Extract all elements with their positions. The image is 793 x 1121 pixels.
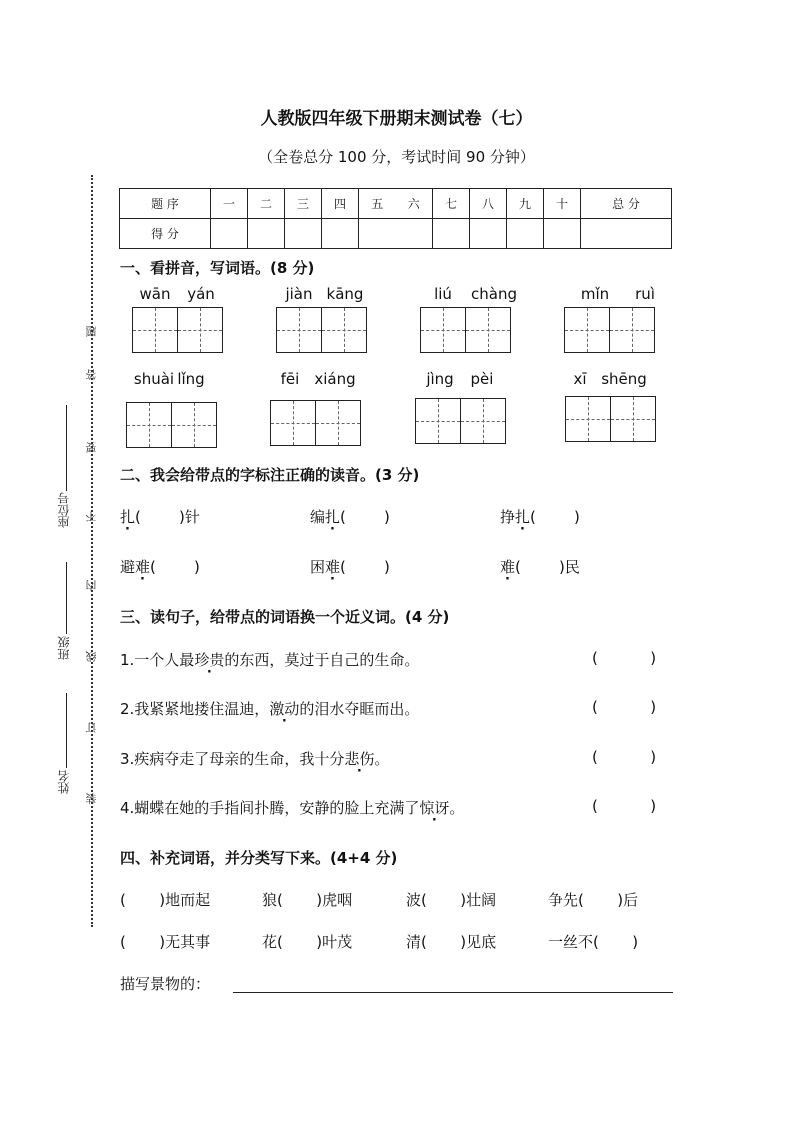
score-header-cell: 总 分 <box>581 189 672 219</box>
character-box[interactable] <box>177 307 223 353</box>
binding-char: 要 <box>85 442 98 453</box>
binding-char: 订 <box>85 722 98 733</box>
score-cell[interactable] <box>581 219 672 249</box>
binding-char: 装 <box>85 793 98 804</box>
pinyin: mǐn <box>580 285 610 303</box>
answer-blank[interactable]: ( ) <box>340 508 390 526</box>
pronunciation-item: 编扎( ) <box>310 508 390 526</box>
score-cell[interactable] <box>544 219 581 249</box>
idiom-blank[interactable]: ( )无其事 <box>120 933 211 951</box>
score-table-score-row <box>120 219 672 249</box>
character-box[interactable] <box>465 307 511 353</box>
section-1-title: 一、看拼音，写词语。(8 分) <box>120 259 315 277</box>
page-title: 人教版四年级下册期末测试卷（七） <box>260 109 533 129</box>
character-box[interactable] <box>270 400 316 446</box>
character-box[interactable] <box>609 307 655 353</box>
sentence-item: 2.我紧紧地搂住温迪，激动的泪水夺眶而出。 <box>120 700 420 718</box>
answer-blank[interactable]: ( ) <box>530 508 580 526</box>
pinyin: jiàn <box>285 285 313 303</box>
score-cell[interactable] <box>507 219 544 249</box>
name-label: 姓名 <box>57 770 71 794</box>
category-label: 描写景物的： <box>120 975 211 993</box>
score-cell[interactable] <box>433 219 470 249</box>
pinyin: wān <box>139 285 171 303</box>
score-header-cell: 十 <box>544 189 581 219</box>
character-box[interactable] <box>321 307 367 353</box>
pinyin: liú <box>434 285 452 303</box>
character-box[interactable] <box>610 396 656 442</box>
binding-char: 线 <box>85 651 98 662</box>
score-row-label: 得 分 <box>120 219 211 249</box>
pronunciation-item: 挣扎( ) <box>500 508 580 526</box>
sentence-item: 3.疾病夺走了母亲的生命，我十分悲伤。 <box>120 750 390 768</box>
score-header-cell: 一 <box>211 189 248 219</box>
pinyin: jìng <box>426 370 454 388</box>
score-cell[interactable] <box>285 219 322 249</box>
character-box[interactable] <box>276 307 322 353</box>
pronunciation-item: 难( )民 <box>500 558 580 576</box>
sentence-item: 4.蝴蝶在她的手指间扑腾，安静的脸上充满了惊讶。 <box>120 799 465 817</box>
pinyin: xiáng <box>314 370 356 388</box>
character-box[interactable] <box>420 307 466 353</box>
character-box[interactable] <box>564 307 610 353</box>
score-header-cell: 六 <box>396 189 433 219</box>
pinyin: xī <box>573 370 587 388</box>
score-header-cell: 二 <box>248 189 285 219</box>
idiom-blank[interactable]: 争先( )后 <box>548 891 639 909</box>
character-box[interactable] <box>565 396 611 442</box>
seat-number-field[interactable] <box>66 405 67 491</box>
pinyin: chàng <box>471 285 517 303</box>
answer-blank[interactable]: ( ) <box>592 748 657 766</box>
character-box[interactable] <box>126 402 172 448</box>
pinyin: lǐng <box>177 370 205 388</box>
score-table <box>119 188 672 249</box>
pinyin: kāng <box>326 285 364 303</box>
binding-char: 题 <box>85 326 98 337</box>
pronunciation-item: 避难( ) <box>120 558 200 576</box>
pinyin: yán <box>187 285 215 303</box>
class-field[interactable] <box>66 562 67 634</box>
score-header-cell: 题 序 <box>120 189 211 219</box>
pinyin: shuài <box>133 370 175 388</box>
score-header-cell: 八 <box>470 189 507 219</box>
answer-blank[interactable]: ( ) <box>592 698 657 716</box>
answer-blank[interactable]: ( ) <box>592 797 657 815</box>
section-2-title: 二、我会给带点的字标注正确的读音。(3 分) <box>120 466 420 484</box>
character-box[interactable] <box>460 398 506 444</box>
idiom-blank[interactable]: 一丝不( ) <box>548 933 639 951</box>
idiom-blank[interactable]: ( )地而起 <box>120 891 211 909</box>
pinyin: pèi <box>470 370 494 388</box>
score-header-cell: 七 <box>433 189 470 219</box>
binding-dotted-line <box>91 175 93 927</box>
character-box[interactable] <box>315 400 361 446</box>
category-answer-line[interactable] <box>233 992 673 993</box>
pinyin: shēng <box>601 370 647 388</box>
idiom-blank[interactable]: 狼( )虎咽 <box>262 891 353 909</box>
score-cell[interactable] <box>470 219 507 249</box>
sentence-item: 1.一个人最珍贵的东西，莫过于自己的生命。 <box>120 651 420 669</box>
pinyin: ruì <box>635 285 655 303</box>
idiom-blank[interactable]: 清( )见底 <box>406 933 497 951</box>
score-table-header-row <box>120 189 672 219</box>
binding-char: 不 <box>85 511 98 522</box>
answer-blank[interactable]: ( )针 <box>135 508 200 526</box>
pronunciation-item: 扎( )针 <box>120 508 200 526</box>
answer-blank[interactable]: ( ) <box>150 558 200 576</box>
idiom-blank[interactable]: 花( )叶茂 <box>262 933 353 951</box>
idiom-blank[interactable]: 波( )壮阔 <box>406 891 497 909</box>
pinyin: fēi <box>280 370 300 388</box>
class-label: 班级 <box>57 636 71 660</box>
score-header-cell: 三 <box>285 189 322 219</box>
character-box[interactable] <box>171 402 217 448</box>
binding-char: 内 <box>85 580 98 591</box>
answer-blank[interactable]: ( ) <box>340 558 390 576</box>
answer-blank[interactable]: ( )民 <box>515 558 580 576</box>
character-box[interactable] <box>415 398 461 444</box>
character-box[interactable] <box>132 307 178 353</box>
score-cell[interactable] <box>359 219 433 249</box>
answer-blank[interactable]: ( ) <box>592 649 657 667</box>
binding-char: 答 <box>85 369 98 380</box>
section-3-title: 三、读句子，给带点的词语换一个近义词。(4 分) <box>120 608 450 626</box>
page-subtitle: （全卷总分 100 分，考试时间 90 分钟） <box>258 148 535 166</box>
score-cell[interactable] <box>322 219 359 249</box>
score-cell[interactable] <box>211 219 248 249</box>
score-header-cell: 四 <box>322 189 359 219</box>
seat-number-label: 座位号 <box>57 492 71 528</box>
score-header-cell: 九 <box>507 189 544 219</box>
score-header-cell: 五 <box>359 189 396 219</box>
section-4-title: 四、补充词语，并分类写下来。(4+4 分) <box>120 849 398 867</box>
name-field[interactable] <box>66 693 67 768</box>
pronunciation-item: 困难( ) <box>310 558 390 576</box>
score-cell[interactable] <box>248 219 285 249</box>
